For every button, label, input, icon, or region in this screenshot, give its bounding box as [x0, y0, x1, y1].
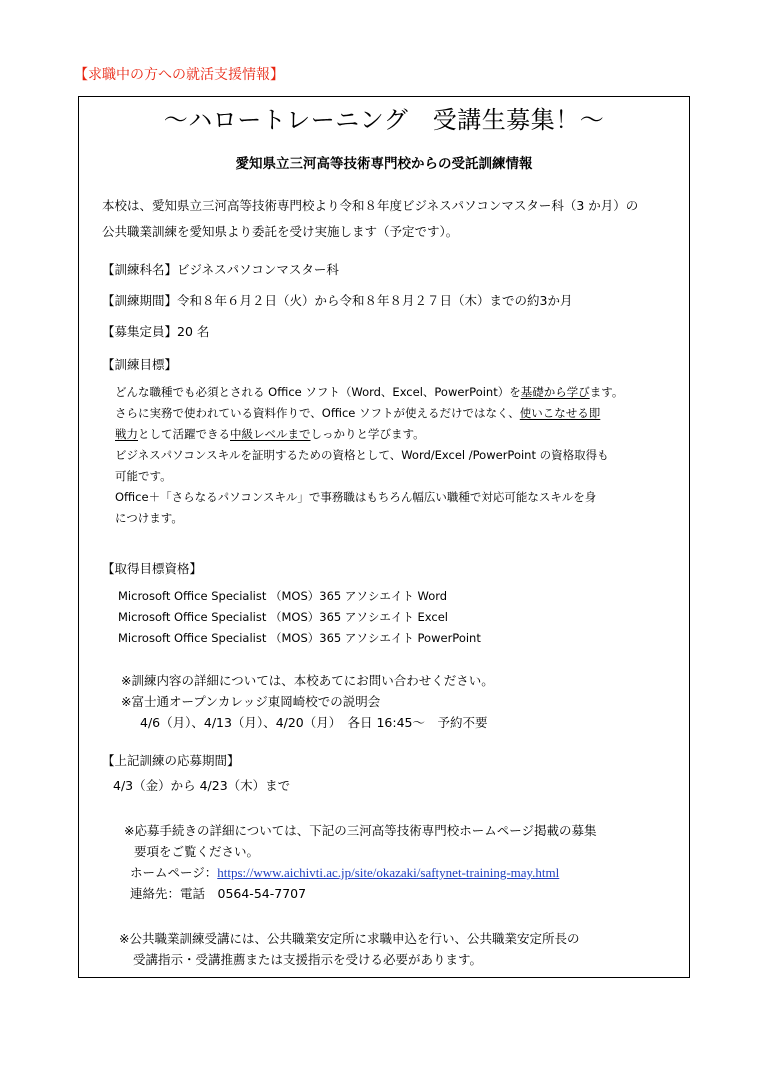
- briefing-dates: 4/6（月）、4/13（月）、4/20（月） 各日 16:45～ 予約不要: [140, 715, 488, 730]
- course-capacity-label: 【募集定員】: [102, 324, 178, 339]
- page-title: ～ハロートレーニング 受講生募集！～: [163, 106, 605, 134]
- course-capacity-value: 20 名: [177, 324, 210, 339]
- goals-heading: 【訓練目標】: [102, 357, 178, 372]
- course-period: [102, 292, 572, 310]
- goals-line-1: [115, 383, 623, 401]
- qualification-item: Microsoft Office Specialist （MOS）365 アソシエイト Excel: [118, 610, 448, 624]
- course-period-value: 令和８年６月２日（火）から令和８年８月２７日（木）までの約3か月: [177, 293, 573, 308]
- application-heading: 【上記訓練の応募期間】: [102, 753, 240, 768]
- contact-line: 連絡先：電話 0564-54-7707: [130, 886, 307, 901]
- homepage-label: ホームページ：: [130, 865, 218, 880]
- goals-line-1-text: どんな職種でも必須とされる Office ソフト（Word、Excel、PowerPoint）を: [115, 385, 521, 399]
- intro-line-1: 本校は、愛知県立三河高等技術専門校より令和８年度ビジネスパソコンマスター科（3 か月）の: [102, 198, 639, 213]
- top-label: 【求職中の方への就活支援情報】: [74, 67, 284, 83]
- homepage-link[interactable]: https://www.aichivti.ac.jp/site/okazaki/saftynet-training-may.html: [217, 865, 560, 880]
- application-period: 4/3（金）から 4/23（木）まで: [113, 778, 291, 793]
- footer-note-line-1: ※公共職業訓練受講には、公共職業安定所に求職申込を行い、公共職業安定所長の: [119, 931, 580, 946]
- goals-line-3: [115, 425, 425, 443]
- homepage-line: [130, 864, 559, 882]
- goals-line-3-underlined-b: 中級レベルまで: [230, 427, 311, 441]
- course-capacity: [102, 323, 209, 341]
- course-name-label: 【訓練科名】: [102, 262, 178, 277]
- goals-line-3-underlined-a: 戦力: [115, 427, 138, 441]
- page-subtitle: 愛知県立三河高等技術専門校からの受託訓練情報: [235, 156, 533, 172]
- goals-line-5: 可能です。: [115, 469, 172, 483]
- course-name-value: ビジネスパソコンマスター科: [177, 262, 339, 277]
- briefing-note: ※富士通オープンカレッジ東岡崎校での説明会: [121, 694, 381, 709]
- goals-line-4: ビジネスパソコンスキルを証明するための資格として、Word/Excel /PowerPoint の資格取得も: [115, 448, 609, 462]
- application-detail-1: ※応募手続きの詳細については、下記の三河高等技術専門校ホームページ掲載の募集: [124, 823, 597, 838]
- goals-line-3-text: として活躍できる: [138, 427, 230, 441]
- goals-line-1-tail: ます。: [589, 385, 624, 399]
- goals-line-6: Office＋「さらなるパソコンスキル」で事務職はもちろん幅広い職種で対応可能なスキルを身: [115, 490, 597, 504]
- goals-line-2-text: さらに実務で使われている資料作りで、Office ソフトが使えるだけではなく、: [115, 406, 520, 420]
- goals-line-1-underlined: 基礎から学び: [520, 385, 590, 399]
- goals-line-7: につけます。: [115, 511, 183, 525]
- intro-line-2: 公共職業訓練を愛知県より委託を受け実施します（予定です）。: [102, 224, 459, 239]
- application-detail-2: 要項をご覧ください。: [134, 844, 260, 859]
- goals-line-2-underlined: 使いこなせる即: [519, 406, 601, 420]
- course-name: [102, 261, 339, 279]
- goals-line-2: [115, 404, 600, 422]
- qualification-item: Microsoft Office Specialist （MOS）365 アソシエイト PowerPoint: [118, 631, 481, 645]
- course-period-label: 【訓練期間】: [102, 293, 178, 308]
- qualification-item: Microsoft Office Specialist （MOS）365 アソシエイト Word: [118, 589, 448, 603]
- qualifications-heading: 【取得目標資格】: [102, 561, 203, 576]
- inquiry-note: ※訓練内容の詳細については、本校あてにお問い合わせください。: [121, 673, 494, 688]
- goals-line-3-tail: しっかりと学びます。: [310, 427, 425, 441]
- footer-note-line-2: 受講指示・受講推薦または支援指示を受ける必要があります。: [133, 952, 483, 967]
